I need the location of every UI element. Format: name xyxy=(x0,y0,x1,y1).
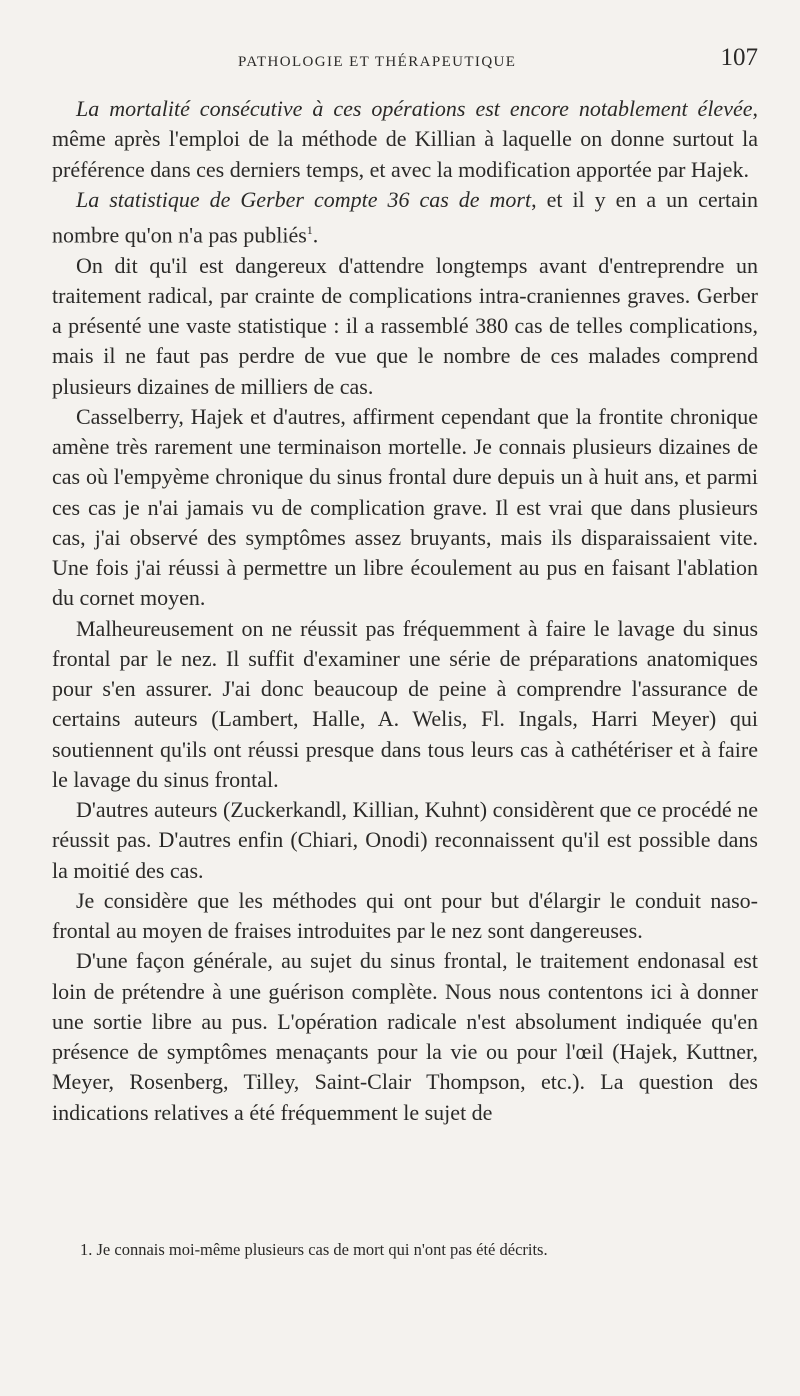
paragraph: Je considère que les méthodes qui ont pour but d'élargir le conduit naso-frontal au moyen de fraises introduites par le nez sont dangereuses. xyxy=(52,887,758,944)
paragraph-tail: . xyxy=(312,222,319,248)
paragraph: D'une façon générale, au sujet du sinus frontal, le traitement endonasal est loin de prétendre à une guérison complète. Nous nous contentons ici à donner une sortie libre au pus. L'opération radicale n'est absolument indiquée qu'en présence de symptômes menaçants pour la vie ou pour l'œil (Hajek, Kuttner, Meyer, Rosenberg, Tilley, Saint-Clair Thompson, etc.). La question des indications relatives a été fréquemment le sujet de xyxy=(52,948,758,1125)
footnote-ref: 1 xyxy=(306,223,313,237)
footnote-marker: 1. xyxy=(80,1240,93,1259)
footnote xyxy=(80,1240,760,1260)
paragraph xyxy=(52,94,758,185)
footnote-text: Je connais moi-même plusieurs cas de mort qui n'ont pas été décrits. xyxy=(96,1240,548,1259)
running-head: PATHOLOGIE ET THÉRAPEUTIQUE xyxy=(238,54,517,70)
paragraph-text: , et il y en a un certain nombre qu'on n'a pas publiés xyxy=(52,186,758,248)
italic-lead: La mortalité consécutive à ces opérations est encore notablement élevée xyxy=(76,96,753,121)
italic-lead: La statistique de Gerber compte 36 cas de mort xyxy=(76,186,532,212)
paragraph xyxy=(52,185,758,251)
paragraph: Casselberry, Hajek et d'autres, affirment cependant que la frontite chronique amène très rarement une terminaison mortelle. Je connais plusieurs dizaines de cas où l'empyème chronique du sinus frontal dure depuis un à huit ans, et parmi ces cas je n'ai jamais vu de complication grave. Il est vrai que dans plusieurs cas, j'ai observé des symptômes assez bruyants, mais ils disparaissaient vite. Une fois j'ai réussi à permettre un libre écoulement au pus en faisant l'ablation du cornet moyen. xyxy=(52,403,758,611)
body-text xyxy=(52,94,758,1128)
page-number: 107 xyxy=(720,44,758,71)
page-header xyxy=(52,44,758,84)
paragraph-text: , même après l'emploi de la méthode de Killian à laquelle on donne surtout la préférence dans ces derniers temps, et avec la modification apportée par Hajek. xyxy=(52,96,758,182)
paragraph: D'autres auteurs (Zuckerkandl, Killian, Kuhnt) considèrent que ce procédé ne réussit pas. D'autres enfin (Chiari, Onodi) reconnaissent qu'il est possible dans la moitié des cas. xyxy=(52,797,758,883)
paragraph: Malheureusement on ne réussit pas fréquemment à faire le lavage du sinus frontal par le nez. Il suffit d'examiner une série de préparations anatomiques pour s'en assurer. J'ai donc beaucoup de peine à comprendre l'assurance de certains auteurs (Lambert, Halle, A. Welis, Fl. Ingals, Harri Meyer) qui soutiennent qu'ils ont réussi presque dans tous leurs cas à cathétériser et à faire le lavage du sinus frontal. xyxy=(52,615,758,792)
paragraph: On dit qu'il est dangereux d'attendre longtemps avant d'entreprendre un traitement radical, par crainte de complications intra-craniennes graves. Gerber a présenté une vaste statistique : il a rassemblé 380 cas de telles complications, mais il ne faut pas perdre de vue que le nombre de ces malades comprend plusieurs dizaines de milliers de cas. xyxy=(52,252,758,399)
